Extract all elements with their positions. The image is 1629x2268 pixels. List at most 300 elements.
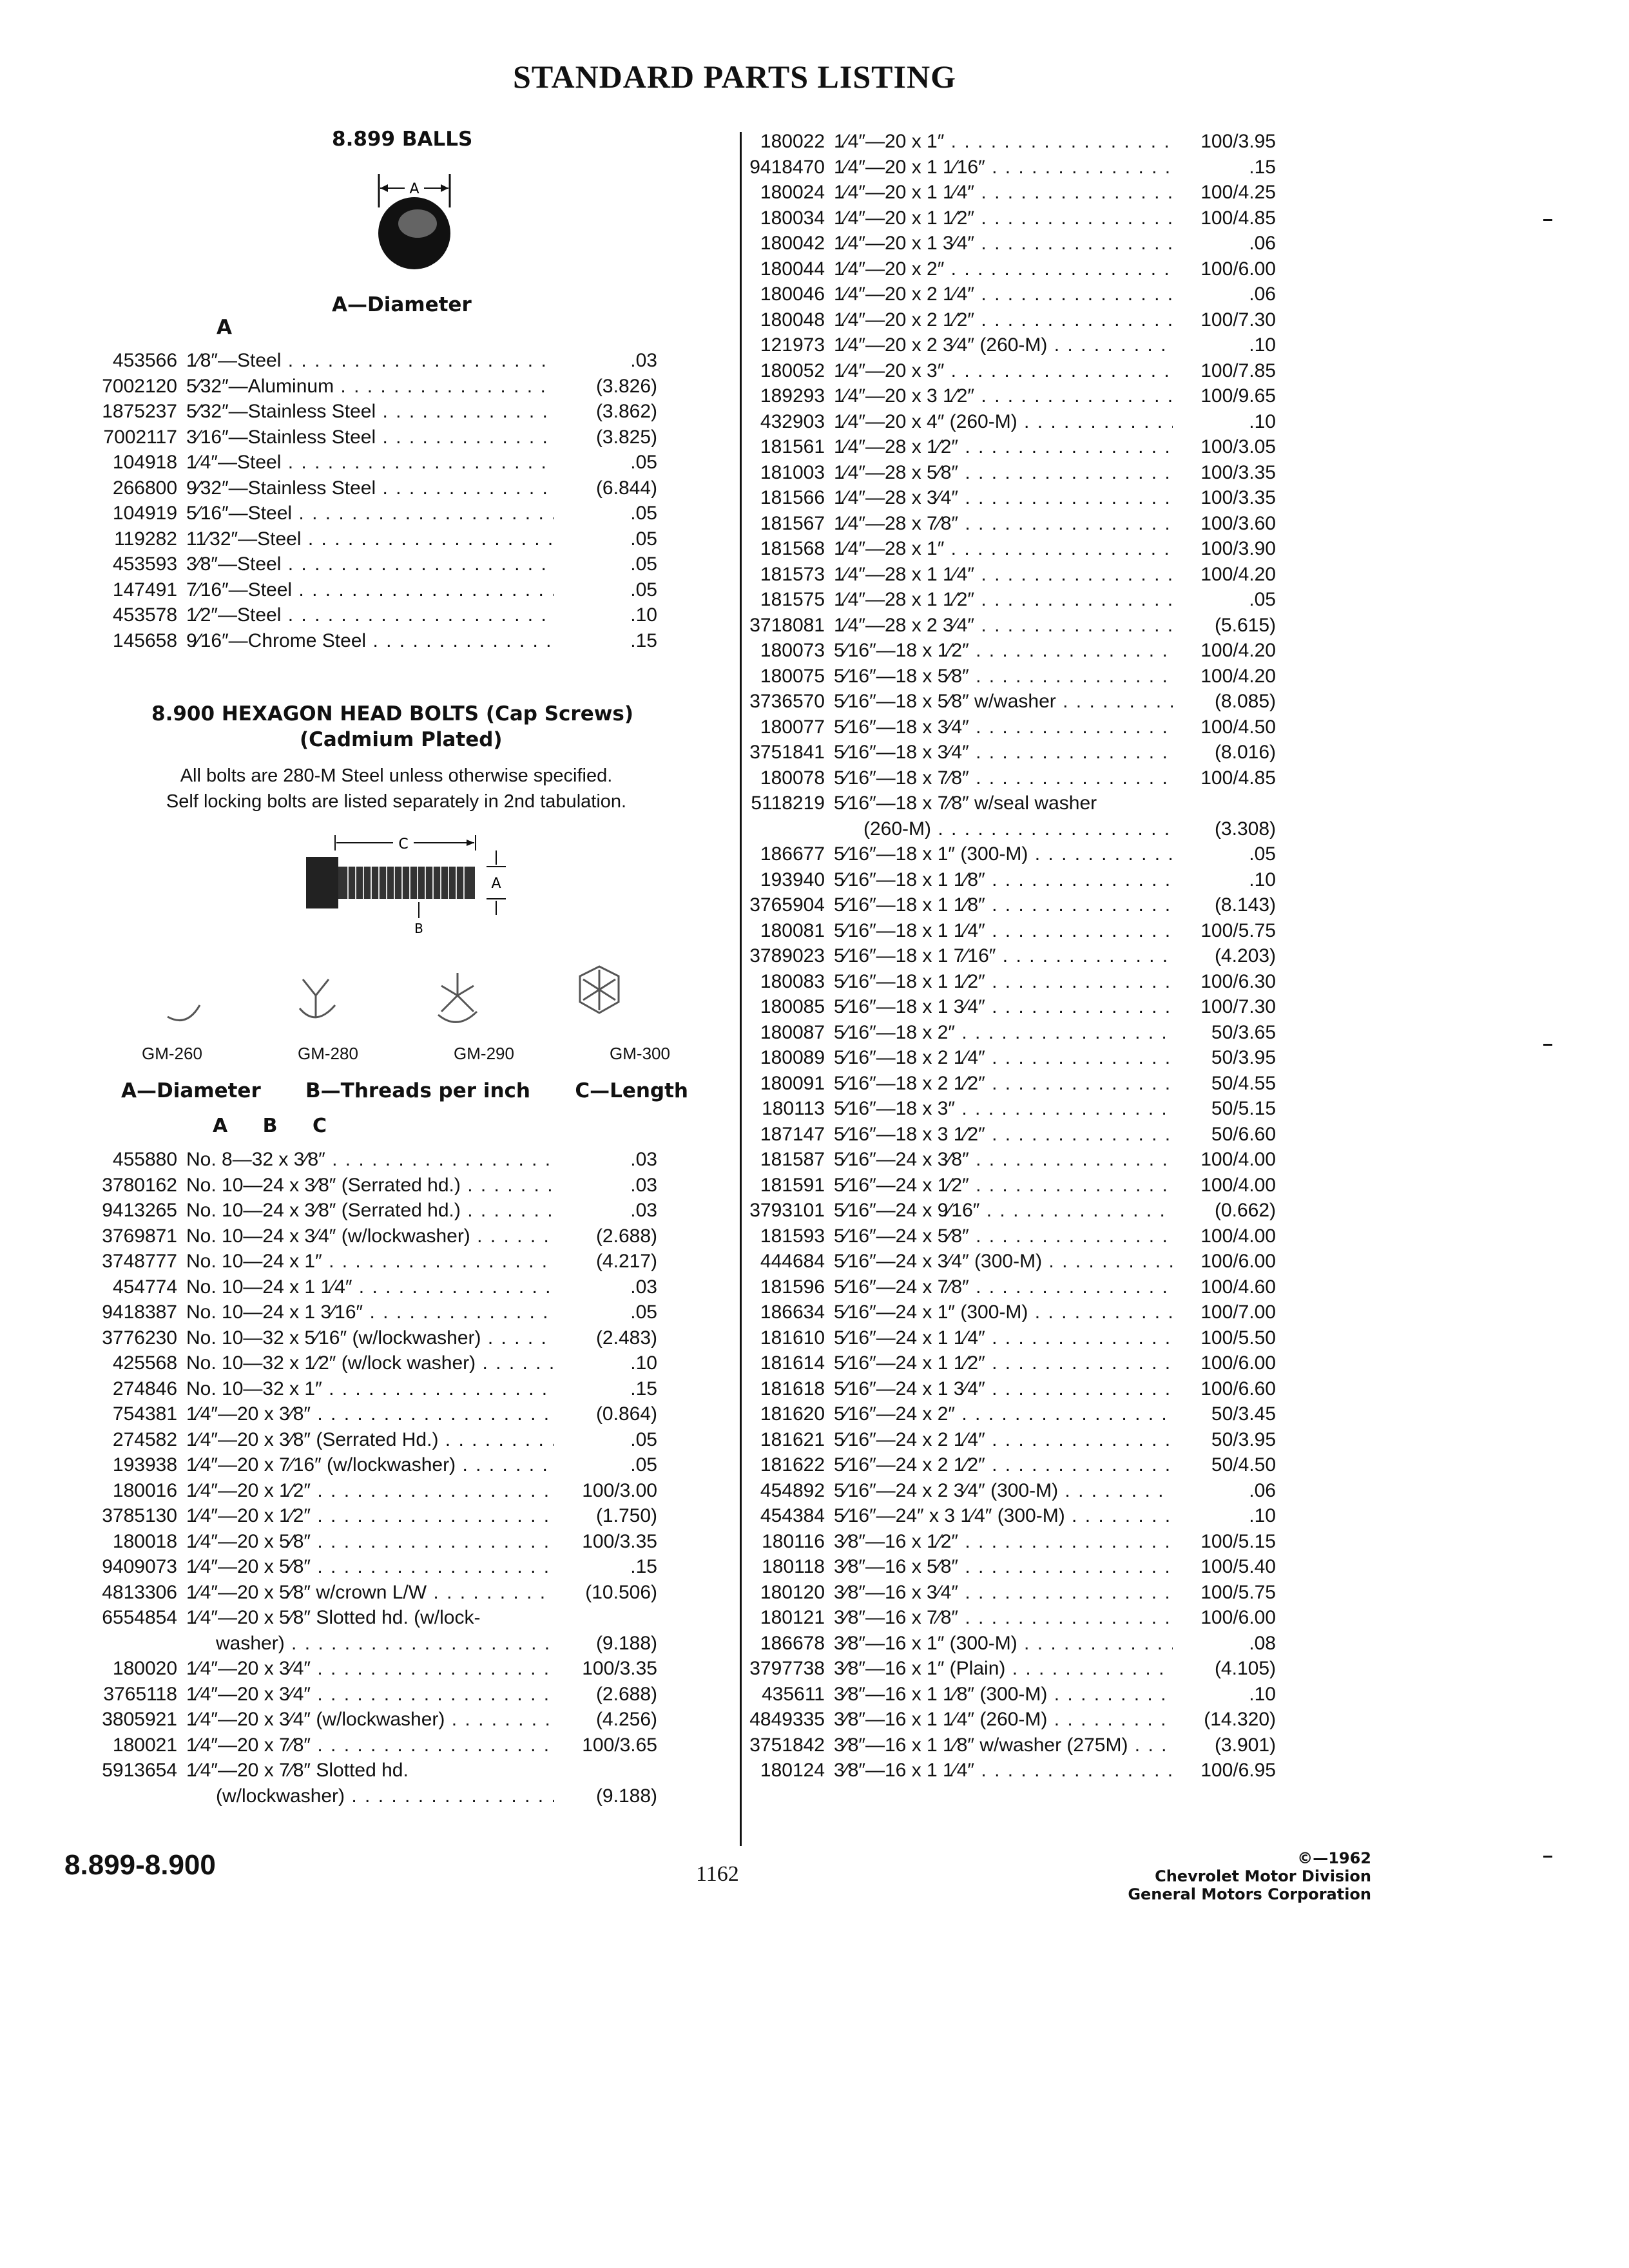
section-range: 8.899-8.900 [64, 1849, 216, 1881]
part-price: .05 [630, 1428, 657, 1450]
part-description: 1⁄4″—20 x 4″ (260-M) . . . [825, 409, 1173, 435]
bolts-note-1: All bolts are 280-M Steel unless otherwise specified. [180, 765, 613, 786]
bolt-dim-a: A [491, 876, 501, 892]
part-number: 181596 [760, 1276, 825, 1298]
part-price: 100/6.60 [1200, 1378, 1276, 1399]
part-description: 5⁄32″—Aluminum . . . [177, 374, 554, 399]
part-price: (5.615) [1214, 614, 1276, 636]
parts-row [741, 383, 1276, 409]
parts-row [741, 485, 1276, 511]
part-description: 11⁄32″—Steel . . . [177, 526, 554, 552]
parts-row [741, 1707, 1276, 1733]
part-description: 5⁄16″—18 x 2″ . . . [825, 1020, 1173, 1046]
part-price: 100/4.25 [1200, 182, 1276, 203]
part-number: 181561 [760, 436, 825, 457]
part-price [554, 1758, 657, 1783]
parts-row [64, 628, 657, 654]
bolt-head-marks [155, 960, 670, 1037]
part-number: 181620 [760, 1403, 825, 1425]
parts-row [741, 1452, 1276, 1478]
parts-row [741, 1478, 1276, 1504]
part-number: 3765904 [749, 894, 825, 916]
part-price: .03 [630, 1200, 657, 1221]
part-price: 100/3.35 [1200, 461, 1276, 483]
part-number: 145658 [112, 629, 177, 651]
part-description: 5⁄16″—24 x 9⁄16″ . . . [825, 1198, 1173, 1224]
parts-row [741, 1605, 1276, 1631]
part-price: (10.506) [585, 1581, 657, 1603]
parts-row [64, 1274, 657, 1300]
part-price: .03 [630, 1174, 657, 1196]
part-price: (3.308) [1214, 818, 1276, 840]
parts-row [741, 638, 1276, 664]
parts-row [64, 526, 657, 552]
part-price: 100/6.00 [1200, 1251, 1276, 1272]
bolts-heading: 8.900 HEXAGON HEAD BOLTS (Cap Screws) [151, 702, 633, 726]
part-description: 5⁄16″—18 x 3⁄4″ . . . [825, 715, 1173, 740]
part-description: 5⁄16″—24 x 3⁄8″ . . . [825, 1147, 1173, 1173]
part-number: 181591 [760, 1174, 825, 1196]
part-price: 100/6.00 [1200, 1607, 1276, 1628]
part-description: No. 10—32 x 1″ . . . [177, 1376, 554, 1402]
part-number: 180075 [760, 665, 825, 687]
part-price: (0.662) [1214, 1200, 1276, 1221]
part-price: .05 [1249, 843, 1276, 865]
part-description: 3⁄8″—16 x 1″ (300-M) . . . [825, 1631, 1173, 1657]
part-description: No. 8—32 x 3⁄8″ . . . [177, 1147, 554, 1173]
part-description: 1⁄4″—28 x 5⁄8″ . . . [825, 460, 1173, 486]
part-description: 3⁄8″—16 x 1″ (Plain) . . . [825, 1656, 1173, 1682]
parts-row [741, 206, 1276, 231]
part-number: 3776230 [102, 1327, 177, 1349]
parts-row [741, 409, 1276, 435]
part-number: 181575 [760, 589, 825, 610]
part-price: .05 [1249, 589, 1276, 610]
part-price: (3.862) [595, 401, 657, 422]
parts-row [741, 918, 1276, 944]
part-price: 100/4.00 [1200, 1174, 1276, 1196]
part-description: 1⁄4″—20 x 5⁄8″ w/crown L/W . . . [177, 1580, 554, 1606]
part-number: 3751841 [749, 742, 825, 763]
part-description: 5⁄16″—18 x 1 3⁄4″ . . . [825, 994, 1173, 1020]
part-description: 1⁄4″—Steel . . . [177, 450, 554, 476]
part-number: 3789023 [749, 945, 825, 966]
balls-col-label: A [217, 316, 232, 339]
part-price [554, 1605, 657, 1631]
part-price: 100/3.00 [582, 1479, 657, 1501]
parts-row [741, 460, 1276, 486]
part-price: 50/3.95 [1211, 1428, 1276, 1450]
part-description: 1⁄4″—28 x 2 3⁄4″ . . . [825, 613, 1173, 639]
part-description: 5⁄16″—24 x 2″ . . . [825, 1401, 1173, 1427]
part-number: 3765118 [103, 1683, 177, 1705]
part-number: 180044 [760, 258, 825, 280]
part-number: 3793101 [749, 1200, 825, 1221]
part-price: .10 [630, 1352, 657, 1374]
parts-row [741, 613, 1276, 639]
part-number: 454384 [760, 1505, 825, 1526]
part-number: 454892 [760, 1479, 825, 1501]
parts-row [64, 1249, 657, 1274]
margin-tick [1543, 1856, 1552, 1858]
part-description: 1⁄4″—20 x 3⁄4″ . . . [177, 1656, 554, 1682]
parts-row [741, 1350, 1276, 1376]
part-description: 1⁄4″—20 x 1 1⁄2″ . . . [825, 206, 1173, 231]
part-price: .10 [1249, 410, 1276, 432]
part-number: 7002120 [102, 375, 177, 397]
bolts-note-2: Self locking bolts are listed separately in 2nd tabulation. [166, 791, 627, 812]
parts-row [64, 1376, 657, 1402]
part-price: (2.483) [595, 1327, 657, 1349]
part-price: 100/4.85 [1200, 207, 1276, 229]
part-number: 6554854 [102, 1607, 177, 1628]
part-number: 181614 [760, 1352, 825, 1374]
parts-row [64, 1529, 657, 1555]
part-description: 1⁄4″—20 x 3″ . . . [825, 358, 1173, 384]
part-number: 180022 [760, 131, 825, 152]
part-description: 1⁄4″—20 x 3⁄4″ . . . [177, 1682, 554, 1707]
parts-row [741, 1198, 1276, 1224]
bolt-dim-c: C [398, 836, 409, 852]
ball-dim-label: A [409, 181, 419, 197]
part-description: 1⁄4″—28 x 1⁄2″ . . . [825, 434, 1173, 460]
part-description: 5⁄16″—24″ x 3 1⁄4″ (300-M) . . . [825, 1503, 1173, 1529]
parts-row [64, 1350, 657, 1376]
part-number: 180113 [762, 1098, 825, 1119]
page-title: STANDARD PARTS LISTING [513, 59, 956, 95]
parts-row [741, 1300, 1276, 1325]
parts-row [741, 1758, 1276, 1783]
part-description: 5⁄16″—24 x 1 1⁄2″ . . . [825, 1350, 1173, 1376]
parts-row [741, 740, 1276, 765]
part-price: 100/6.30 [1200, 970, 1276, 992]
parts-row [64, 1580, 657, 1606]
part-number: 186677 [760, 843, 825, 865]
part-number: 193938 [112, 1454, 177, 1475]
part-description: 3⁄8″—16 x 5⁄8″ . . . [825, 1554, 1173, 1580]
bolts-column-legend [121, 1079, 688, 1102]
part-description: 5⁄16″—18 x 1⁄2″ . . . [825, 638, 1173, 664]
parts-row [741, 1529, 1276, 1555]
gm-grade-labels [142, 1044, 670, 1064]
part-price: .05 [630, 1302, 657, 1323]
part-description: 5⁄16″—18 x 2 1⁄4″ . . . [825, 1045, 1173, 1071]
balls-dim-label: A—Diameter [332, 293, 472, 316]
publisher-block [1128, 1849, 1371, 1903]
part-number: 180042 [760, 233, 825, 254]
part-price: .08 [1249, 1632, 1276, 1654]
part-description: 5⁄16″—18 x 7⁄8″ . . . [825, 765, 1173, 791]
parts-row [741, 180, 1276, 206]
part-price: 50/3.65 [1211, 1021, 1276, 1043]
part-description: 5⁄16″—18 x 1 1⁄4″ . . . [825, 918, 1173, 944]
part-description: 1⁄4″—20 x 2 1⁄4″ . . . [825, 282, 1173, 307]
legend-c: C—Length [575, 1079, 688, 1102]
parts-row [64, 1682, 657, 1707]
parts-row [64, 425, 657, 450]
part-price: 100/3.60 [1200, 512, 1276, 534]
part-number: 180116 [762, 1530, 825, 1552]
parts-row [64, 1605, 657, 1631]
parts-row [741, 231, 1276, 256]
part-price: (4.203) [1214, 945, 1276, 966]
part-description: 5⁄16″—18 x 2 1⁄2″ . . . [825, 1071, 1173, 1097]
bolt-dim-b: B [414, 921, 423, 934]
parts-row [741, 1656, 1276, 1682]
parts-row [741, 1631, 1276, 1657]
part-price: (4.217) [595, 1251, 657, 1272]
part-price: .10 [630, 604, 657, 626]
part-description: 1⁄4″—20 x 7⁄8″ . . . [177, 1733, 554, 1758]
parts-row [64, 348, 657, 374]
part-number: 3718081 [749, 614, 825, 636]
part-number: 181573 [760, 563, 825, 585]
part-price: 100/5.75 [1200, 1581, 1276, 1603]
gm-label: GM-280 [298, 1044, 358, 1063]
parts-row [741, 358, 1276, 384]
part-description: 5⁄16″—24 x 7⁄8″ . . . [825, 1274, 1173, 1300]
part-description: 3⁄16″—Stainless Steel . . . [177, 425, 554, 450]
parts-row [741, 282, 1276, 307]
part-description: 3⁄8″—16 x 3⁄4″ . . . [825, 1580, 1173, 1606]
parts-row [64, 1300, 657, 1325]
part-number: 180089 [760, 1047, 825, 1068]
parts-row [64, 374, 657, 399]
parts-row [64, 501, 657, 526]
part-description: 5⁄16″—24 x 2 3⁄4″ (300-M) . . . [825, 1478, 1173, 1504]
part-description: 1⁄4″—20 x 1 3⁄4″ . . . [825, 231, 1173, 256]
parts-row [64, 476, 657, 501]
part-number: 181618 [760, 1378, 825, 1399]
bolts-table-right [741, 129, 1276, 1783]
part-description: 3⁄8″—16 x 1⁄2″ . . . [825, 1529, 1173, 1555]
part-number: 180083 [760, 970, 825, 992]
parts-row [741, 1045, 1276, 1071]
parts-row [741, 765, 1276, 791]
part-price: 50/3.45 [1211, 1403, 1276, 1425]
part-description: 1⁄4″—20 x 1″ . . . [825, 129, 1173, 155]
parts-row [741, 1682, 1276, 1707]
parts-row [64, 399, 657, 425]
part-number: 180016 [112, 1479, 177, 1501]
part-description: 5⁄16″—18 x 1 1⁄2″ . . . [825, 969, 1173, 995]
parts-row [64, 1503, 657, 1529]
parts-row [741, 1224, 1276, 1249]
part-number: 1875237 [102, 401, 177, 422]
parts-row [64, 1631, 657, 1657]
parts-row [64, 1147, 657, 1173]
part-description: 5⁄16″—18 x 5⁄8″ w/washer . . . [825, 689, 1173, 715]
part-price: .05 [630, 503, 657, 524]
part-price: 100/3.35 [582, 1658, 657, 1679]
part-number: 180018 [112, 1530, 177, 1552]
balls-heading: 8.899 BALLS [332, 128, 473, 151]
part-description: 1⁄4″—20 x 1 1⁄16″ . . . [825, 155, 1173, 180]
part-number: 180073 [760, 640, 825, 661]
part-description: 7⁄16″—Steel . . . [177, 577, 554, 603]
part-number: 435611 [762, 1683, 825, 1705]
part-number: 181621 [760, 1428, 825, 1450]
part-price: 100/5.50 [1200, 1327, 1276, 1349]
parts-row [741, 1733, 1276, 1758]
part-price: 100/7.30 [1200, 309, 1276, 331]
part-number: 5913654 [102, 1760, 177, 1781]
part-description: No. 10—24 x 1 1⁄4″ . . . [177, 1274, 554, 1300]
part-description: 5⁄16″—18 x 3″ . . . [825, 1096, 1173, 1122]
parts-row [64, 1401, 657, 1427]
bolts-subheading: (Cadmium Plated) [300, 728, 503, 751]
part-price: 100/7.30 [1200, 996, 1276, 1017]
part-price: 100/9.65 [1200, 385, 1276, 407]
part-price: (8.085) [1214, 691, 1276, 712]
part-description: No. 10—24 x 1 3⁄16″ . . . [177, 1300, 554, 1325]
part-description: washer) . . . [177, 1631, 554, 1657]
parts-row [741, 816, 1276, 842]
part-number: 453566 [112, 350, 177, 371]
part-description: (260-M) . . . [825, 816, 1173, 842]
part-price: .15 [630, 629, 657, 651]
part-number: 180078 [760, 767, 825, 789]
part-number [64, 1631, 177, 1657]
part-number: 180052 [760, 360, 825, 381]
part-description: 5⁄16″—18 x 5⁄8″ . . . [825, 664, 1173, 689]
part-number: 189293 [760, 385, 825, 407]
gm-label: GM-260 [142, 1044, 202, 1063]
part-number: 274846 [112, 1378, 177, 1399]
parts-row [741, 1096, 1276, 1122]
part-description: 1⁄4″—28 x 3⁄4″ . . . [825, 485, 1173, 511]
gm-300-head [580, 966, 619, 1013]
part-number: 180118 [762, 1556, 825, 1577]
part-price: .10 [1249, 1683, 1276, 1705]
parts-row [741, 1173, 1276, 1198]
parts-row [64, 577, 657, 603]
part-number [64, 1783, 177, 1809]
parts-row [741, 841, 1276, 867]
part-description: 5⁄16″—24 x 2 1⁄2″ . . . [825, 1452, 1173, 1478]
part-number: 181610 [760, 1327, 825, 1349]
part-number: 9418470 [749, 156, 825, 178]
part-number: 3797738 [749, 1658, 825, 1679]
part-description: 1⁄4″—28 x 7⁄8″ . . . [825, 511, 1173, 537]
part-number [741, 816, 825, 842]
parts-row [741, 511, 1276, 537]
part-price: .05 [630, 528, 657, 550]
part-number: 266800 [112, 477, 177, 499]
parts-row [741, 256, 1276, 282]
margin-tick [1543, 1044, 1552, 1046]
parts-row [64, 1783, 657, 1809]
parts-row [64, 450, 657, 476]
parts-row [64, 1733, 657, 1758]
parts-row [741, 332, 1276, 358]
part-price: 100/4.60 [1200, 1276, 1276, 1298]
part-price: (8.143) [1214, 894, 1276, 916]
part-description: No. 10—24 x 1″ . . . [177, 1249, 554, 1274]
parts-row [741, 536, 1276, 562]
part-description: 3⁄8″—16 x 1 1⁄4″ . . . [825, 1758, 1173, 1783]
parts-row [741, 1071, 1276, 1097]
part-description: 1⁄4″—20 x 7⁄8″ Slotted hd. [186, 1760, 409, 1781]
part-number: 3780162 [102, 1174, 177, 1196]
part-description: 1⁄4″—20 x 3⁄8″ (Serrated Hd.) . . . [177, 1427, 554, 1453]
part-number: 119282 [114, 528, 177, 550]
gm-260-head [168, 1005, 200, 1021]
part-description: 5⁄16″—18 x 1″ (300-M) . . . [825, 841, 1173, 867]
part-price [1173, 791, 1276, 816]
margin-tick [1543, 219, 1552, 221]
part-number: 186634 [760, 1302, 825, 1323]
bolt-figure [303, 831, 509, 934]
part-number: 180020 [112, 1658, 177, 1679]
part-number: 180085 [760, 996, 825, 1017]
part-number: 181003 [760, 461, 825, 483]
part-price: .03 [630, 1276, 657, 1298]
part-price: 100/3.65 [582, 1734, 657, 1756]
part-price: (9.188) [595, 1632, 657, 1654]
part-description: 5⁄16″—24 x 1 3⁄4″ . . . [825, 1376, 1173, 1402]
part-price: 50/4.55 [1211, 1072, 1276, 1094]
parts-row [741, 969, 1276, 995]
part-price: .10 [1249, 334, 1276, 356]
part-number: 274582 [112, 1428, 177, 1450]
part-description: 9⁄32″—Stainless Steel . . . [177, 476, 554, 501]
part-number: 181587 [760, 1149, 825, 1170]
part-description: 5⁄16″—24 x 2 1⁄4″ . . . [825, 1427, 1173, 1453]
part-price: 100/5.75 [1200, 919, 1276, 941]
part-price: 50/6.60 [1211, 1123, 1276, 1145]
bolts-abc-header: A B C [213, 1115, 341, 1137]
parts-row [741, 307, 1276, 333]
parts-row [741, 689, 1276, 715]
part-price: 50/3.95 [1211, 1047, 1276, 1068]
part-price: 100/5.15 [1200, 1530, 1276, 1552]
part-number: 453578 [112, 604, 177, 626]
part-number: 9409073 [102, 1556, 177, 1577]
corporation: General Motors Corporation [1128, 1885, 1371, 1903]
part-price: 100/3.05 [1200, 436, 1276, 457]
part-price: 100/4.00 [1200, 1225, 1276, 1247]
part-description: No. 10—24 x 3⁄8″ (Serrated hd.) . . . [177, 1173, 554, 1198]
part-price: .10 [1249, 1505, 1276, 1526]
part-price: (1.750) [595, 1505, 657, 1526]
parts-row [741, 129, 1276, 155]
part-price: (9.188) [595, 1785, 657, 1807]
part-number: 187147 [760, 1123, 825, 1145]
part-price: 100/4.20 [1200, 563, 1276, 585]
parts-row [741, 1554, 1276, 1580]
part-description: 3⁄8″—Steel . . . [177, 552, 554, 577]
part-number: 180048 [760, 309, 825, 331]
part-price: (2.688) [595, 1683, 657, 1705]
part-price: 100/4.20 [1200, 665, 1276, 687]
part-description: 5⁄16″—24 x 1″ (300-M) . . . [825, 1300, 1173, 1325]
part-description: 1⁄4″—20 x 1 1⁄4″ . . . [825, 180, 1173, 206]
part-number: 453593 [112, 553, 177, 575]
part-description: 5⁄32″—Stainless Steel . . . [177, 399, 554, 425]
part-price: .06 [1249, 284, 1276, 305]
part-price: (0.864) [595, 1403, 657, 1425]
part-number: 181566 [760, 487, 825, 508]
gm-label: GM-300 [610, 1044, 670, 1063]
parts-row [64, 1478, 657, 1504]
part-description: 3⁄8″—16 x 1 1⁄4″ (260-M) . . . [825, 1707, 1173, 1733]
parts-row [741, 791, 1276, 816]
part-description: 5⁄16″—18 x 1 1⁄8″ . . . [825, 892, 1173, 918]
part-price: (6.844) [595, 477, 657, 499]
part-number: 3785130 [102, 1505, 177, 1526]
part-number: 455880 [112, 1149, 177, 1170]
